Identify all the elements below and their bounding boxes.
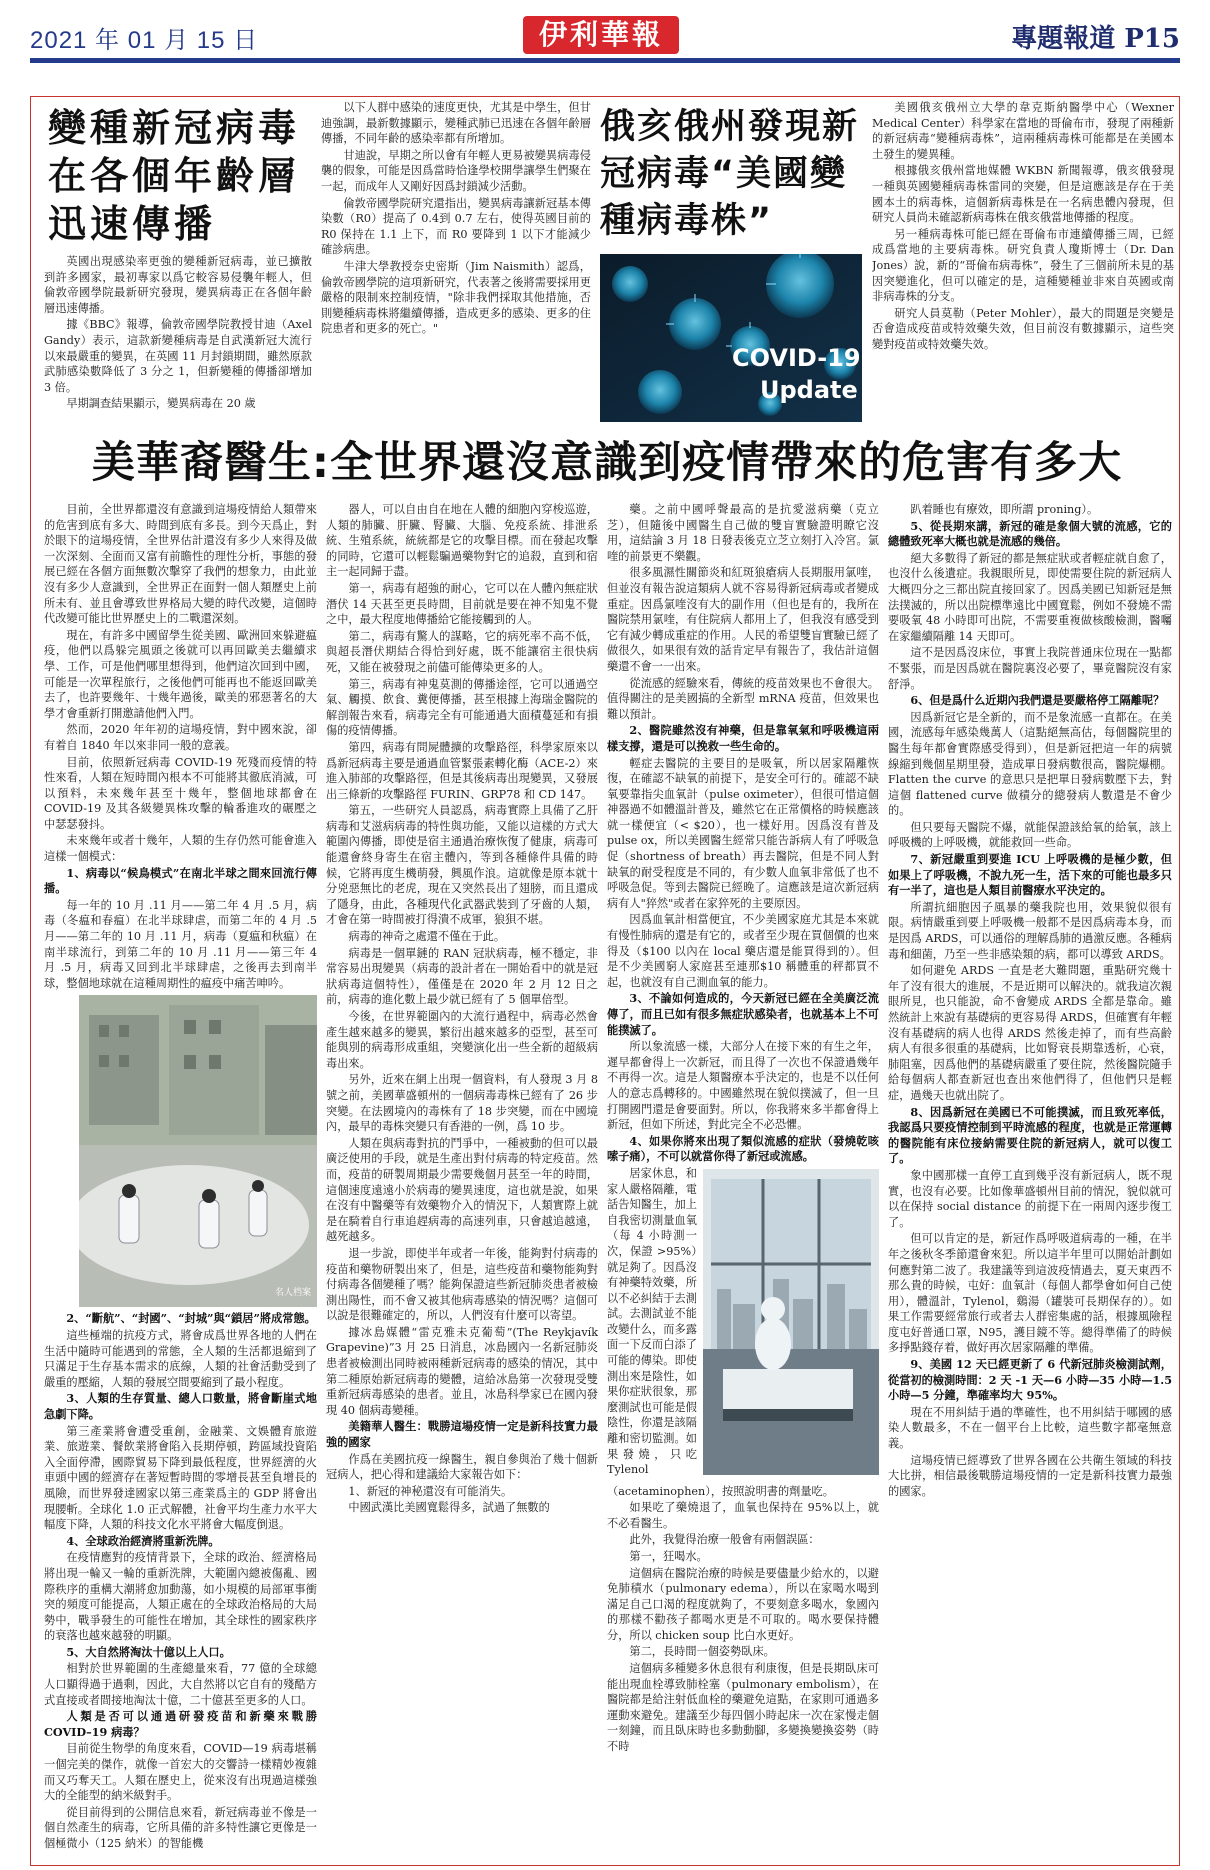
paragraph: 倫敦帝國學院研究還指出，變異病毒讓新冠基本傳染數（R0）提高了 0.4到 0.7 左右，使得英國目前的 R0 保持在 1.1 上下，而 R0 要降到 1 以下才能減少確診病患。	[321, 196, 591, 257]
feature-banner-headline: 美華裔醫生:全世界還沒意識到疫情帶來的危害有多大	[91, 438, 1123, 488]
paragraph: 因爲血氧計相當便宜，不少美國家庭尤其是本來就有慢性肺病的還是有它的，或者至少現在買個價的也來得及（$100 以內在 local 藥店還是能買得到的）。但是不少美國窮人家庭甚至連那$10 稱體重的秤都買不起，也就沒有自己測血氧的能力。	[607, 913, 879, 989]
paragraph: 早期調查結果顯示，變異病毒在 20 歲	[66, 397, 256, 411]
hospital-photo	[703, 1169, 879, 1480]
story-a-column-1	[44, 254, 312, 422]
paragraph: 病毒是一個單鏈的 RAN 冠狀病毒，極不穩定，非常容易出現變異（病毒的設計者在一開始看中的就是冠狀病毒這個特性），僅僅是在 2020 年 2 月 12 日之前，病毒的進化數上最少就已經有了 5 個單倍型。	[326, 946, 598, 1007]
paragraph: 每一年的 10 月 .11 月——第二年 4 月 .5 月，病毒（冬瘟和春瘟）在北半球肆虐，而第二年的 4 月 .5 月——第二年的 10 月 .11 月，病毒（夏瘟和秋瘟）在南半球流行，到第二年的 10 月 .11 月——第三年 4 月 .5 月，病毒又回到北半球肆虐，之後再去到南半球，整個地球就在這種周期性的瘟疫中痛苦呻吟。	[44, 898, 317, 990]
paragraph: 英國出現感染率更強的變種新冠病毒，並已擴散到許多國家，最初專家以爲它較容易侵襲年輕人，但倫敦帝國學院最新研究發現，變異病毒正在各個年齡層迅速傳播。	[44, 255, 312, 315]
story-a-column-2	[321, 100, 591, 422]
paragraph: 今後，在世界範圍內的大流行過程中，病毒必然會產生越來越多的變異，繁衍出越來越多的亞型，甚至可能與別的病毒形成重組，突變演化出一些全新的超級病毒出來。	[326, 1010, 598, 1070]
paragraph: 然而，2020 年年初的這場疫情，對中國來說，卻有着自 1840 年以來非同一般的意義。	[44, 723, 317, 752]
paragraph: 1、新冠的神秘還沒有可能消失。	[348, 1484, 513, 1498]
paragraph: 據冰島媒體“雷克雅未克葡萄”(The Reykjavík Grapevine)”3 月 25 日消息，冰島國內一名新冠肺炎患者被檢測出同時被兩種新冠病毒的感染的情况，其中第二種原始新冠病毒的變體，這給冰島第一次發現受雙重新冠病毒感染的患者。並且，冰島科學家已在國內發現 40 個病毒變種。	[326, 1325, 598, 1417]
subheading: 1、病毒以“候鳥模式”在南北半球之間來回流行傳播。	[44, 865, 317, 896]
paragraph: 輕症去醫院的主要目的是吸氧，所以居家隔離恢復，在確認不缺氧的前提下，是安全可行的。確認不缺氧要靠指尖血氧計（pulse oximeter），但很可惜這個神器過不如體溫計普及，雖然它在正常價格的時候應該就一樣便宜（< $20），也一樣好用。因爲沒有普及 pulse ox，所以美國醫生經常只能告訴病人有了呼吸急促（shortness of breath）再去醫院，但是不同人對缺氧的耐受程度是不同的，有少數人血氧非常低了也不呼吸急促。等到去醫院已經晚了。這應該是這次新冠病病有人"猝然"或者在家猝死的主要原因。	[607, 756, 879, 910]
paragraph: 絕大多數得了新冠的都是無症狀或者輕症就自愈了，也沒什么後遺症。我親眼所見，即使需要住院的新冠病人大概四分之三都出院直接回家了。因爲美國已知新冠是無法撲滅的，所以出院標準遠比中國寬鬆，例如不發燒不需要吸氧 48 小時即可出院，不需要重複做核酸檢測，醫囑在家繼續隔離 14 天即可。	[888, 551, 1172, 643]
story-b-headline: 俄亥俄州發現新冠病毒“美國變種病毒株”	[600, 107, 860, 241]
paragraph: 器人，可以自由自在地在人體的細胞內穿梭巡遊，人類的肺臟、肝臟、腎臟、大腦、免疫系統、排泄系統、生殖系統，統統都是它的攻擊目標。而在發起攻擊的同時，它還可以輕鬆騙過藥物對它的追殺，直到和宿主一起同歸于盡。	[326, 503, 598, 579]
subheading: 3、人類的生存質量、總人口數量，將會斷崖式地急劇下降。	[44, 1391, 317, 1421]
paragraph: 第一，狂喝水。	[629, 1549, 708, 1563]
paragraph: 這個病在醫院治療的時候是要儘量少給水的，以避免肺積水（pulmonary edema），所以在家喝水喝到滿足自己口渴的程度就夠了，不要刻意多喝水，象國內的那樣不勸孩子都喝水更是不可取的。喝水要保持體分，所以 chicken soup 比白水更好。	[607, 1566, 879, 1642]
paragraph: 如果吃了藥燒退了，血氧也保持在 95%以上，就不必看醫生。	[607, 1501, 879, 1530]
feature-column-1	[44, 502, 317, 1858]
paragraph: 未來幾年或者十幾年，人類的生存仍然可能會進入這樣一個模式：	[44, 834, 317, 864]
paragraph: 象中國那樣一直停工直到幾乎沒有新冠病人，既不現實，也沒有必要。比如像華盛頓州目前的情況，貌似就可以在保持 social distance 的前提下在一兩周內逐步復工了。	[888, 1168, 1172, 1229]
paragraph: 但可以肯定的是，新冠作爲呼吸道病毒的一種，在半年之後秋冬季節還會來犯。所以這半年里可以開始計劃如何應對第二波了。我建議等到這波疫情過去，夏天東西不那么貴的時候，屯好：血氧計（每個人都學會如何自己使用），體溫計，Tylenol，鷄湯（罐裝可長期保存的）。如果工作需要經常旅行或者去人群密集處的話，根據風險程度屯好普通口罩，N95，護目鏡不等。總得準備了的時候多掙點錢存着，做好再次居家隔離的準備。	[888, 1232, 1172, 1355]
paragraph: 第二，長時間一個姿勢臥床。	[629, 1645, 775, 1659]
hospital-window-photo	[703, 1169, 879, 1475]
feature-column-2	[326, 502, 598, 1858]
paragraph: 中國武漢比美國寬鬆得多，試過了無數的	[348, 1501, 550, 1515]
paragraph: 目前從生物學的角度來看，COVID—19 病毒堪稱一個完美的傑作，就像一首宏大的交響詩一樣精妙複雜而又巧奪天工。人類在歷史上，從來沒有出現過這樣強大的全能型的納米級對手。	[44, 1742, 317, 1803]
subheading: 9、美國 12 天已經更新了 6 代新冠肺炎檢測試劑，從當初的檢測時間：2 天 -1 天—6 小時—35 小時—1.5 小時—5 分鐘，準確率均大 95%。	[888, 1357, 1172, 1403]
subheading: 4、全球政治經濟將重新洗牌。	[66, 1533, 220, 1548]
newspaper-logo: 伊利華報	[523, 16, 679, 54]
paragraph: 第三，病毒有神鬼莫測的傳播途徑，它可以通過空氣、觸摸、飲食、糞便傳播，甚至根據上海瑞金醫院的解剖報告來看，病毒完全有可能通過大面積蔓延和有損傷的疫情傳播。	[326, 677, 598, 738]
subheading: 美籍華人醫生：戰勝這場疫情一定是新科技實力最強的國家	[326, 1419, 598, 1450]
paragraph: 現在，有許多中國留學生從美國、歐洲回來躲避瘟疫，他們以爲躲完風頭之後就可以再回歐美去繼續求學、工作，可是他們哪里想得到，他們這次回到中國，可能是一次單程旅行，之後他們可能再也不能返回歐美去了，也許要幾年、十幾年過後，歐美的邪惡著名的大學才會重新打開邀請他們入門。	[44, 628, 317, 720]
covid-update-image	[600, 254, 862, 422]
feature-column-3	[607, 502, 879, 1858]
paragraph: 這不是因爲沒床位，事實上我院普通床位現在一點都不緊張，而是因爲就在醫院裏沒必要了，畢竟醫院沒有家舒淨。	[888, 646, 1172, 691]
subheading: 人類是否可以通過研發疫苗和新藥來戰勝 COVID–19 病毒？	[44, 1709, 317, 1739]
photo-caption: 名人档案	[274, 1287, 311, 1298]
paragraph: 根據俄亥俄州當地媒體 WKBN 新聞報導，俄亥俄發現一種與英國變種病毒株雷同的突變，但是這應該是存在于美國本土的病毒株，這個新病毒株是在一名病患體內發現，但研究人員尚未確認新病毒株在俄亥俄當地傳播的程度。	[872, 164, 1174, 225]
paragraph: 牛津大學教授奈史密斯（Jim Naismith）認爲，倫敦帝國學院的這項新研究，代表著之後將需要採用更嚴格的限制來控制疫情，"除非我們採取其他措施，否則變種病毒株將繼續傳播，造成更多的感染、更多的住院患者和更多的死亡。"	[321, 259, 591, 336]
paragraph: 第一，病毒有超強的耐心，它可以在人體內無症狀潛伏 14 天甚至更長時間，目前就是要在神不知鬼不覺之中，最大程度地傳播給它能接觸到的人。	[326, 581, 598, 627]
story-b-body	[872, 100, 1174, 422]
paragraph: 目前，全世界都還沒有意識到這場疫情給人類帶來的危害到底有多大、時間到底有多長。到今天爲止，對於眼下的這場疫情，全世界估計還沒有多少人來得及做一次深刻、全面而又富有前瞻性的理性分析，事態的發展已經在各個方面無數次擊穿了我們的想象力，由此並沒有多少人意識到，全世界正在面對一個人類歷史上前所未有、並且會導致世界格局大變的時代改變，這個時代改變可能比世界歷史上的二戰還深刻。	[44, 503, 317, 626]
feature-column-4	[888, 502, 1172, 1858]
disinfection-photo	[79, 995, 317, 1307]
paragraph: 這場疫情已經導致了世界各國在公共衛生領域的科技大比拼，相信最後戰勝這場疫情的一定是新科技實力最強的國家。	[888, 1453, 1172, 1498]
paragraph: 但只要每天醫院不爆，就能保證該給氧的給氧，該上呼吸機的上呼吸機，就能救回一些命。	[888, 820, 1172, 850]
paragraph: 據《BBC》報導，倫敦帝國學院教授甘迪（Axel Gandy）表示，這款新變種病毒是自武漢新冠大流行以來最嚴重的變異，在英國 11 月封鎖期間，雖然原款武肺感染數降低了 3 分之 1，但新變種的傳播卻增加 3 倍。	[44, 318, 312, 394]
masthead-rule	[30, 58, 1180, 63]
image-label-update: Update	[760, 376, 858, 404]
paragraph: 研究人員莫勒（Peter Mohler），最大的問題是突變是否會造成疫苗或特效藥失效，但目前沒有數據顯示，這些突變對疫苗或特效藥失效。	[872, 306, 1174, 351]
subheading: 7、新冠嚴重到要進 ICU 上呼吸機的是極少數，但如果上了呼吸機，不說九死一生，活下來的可能也最多只有一半了，這也是人類目前醫療水平決定的。	[888, 852, 1172, 898]
paragraph: 這個病多種變多休息很有利康復，但是長期臥床可能出現血栓導致肺栓塞（pulmonary embolism），在醫院都是給注射低血栓的藥避免這點，在家則可通過多運動來避免。建議至少每四個小時起床一次在家慢走個一刻鐘，而且臥床時也多動動腳，多變換變換姿勢（時不時	[607, 1662, 879, 1754]
paragraph: 退一步說，即使半年或者一年後，能夠對付病毒的疫苗和藥物研製出來了，但是，這些疫苗和藥物能夠對付病毒各個變種了嗎？能夠保證這些新冠肺炎患者被檢測出陽性，而不會又被其他病毒感染的情況嗎？這個可以說是很難確定的，所以，人們沒有什麼可以寄望。	[326, 1246, 598, 1323]
subheading: 8、因爲新冠在美國已不可能撲滅，而且致死率低，我認爲只要疫情控制到平時流感的程度，也就是正常運轉的醫院能有床位接納需要住院的新冠病人，就可以復工了。	[888, 1104, 1172, 1166]
paragraph: 這些極端的抗疫方式，將會成爲世界各地的人們在生活中隨時可能遇到的常態，全人類的生活都退縮到了只滿足于生存基本需求的底線，人類的社會活動受到了嚴重的壓縮，人類的發展空間要縮到了最小程度。	[44, 1329, 317, 1389]
paragraph: 趴着睡也有療效，即所謂 proning）。	[910, 503, 1099, 516]
paragraph: 甘迪說，早期之所以會有年輕人更易被變異病毒侵襲的假象，可能是因爲當時恰逢學校開學讓學生們聚在一起，而成年人又剛好因爲封鎖減少活動。	[321, 148, 591, 193]
disinfection-workers-photo	[79, 995, 317, 1307]
paragraph: 目前，依照新冠病毒 COVID-19 死殘而疫情的特性來看，人類在短時間內根本不可能將其徹底消滅，可以預料，未來幾年甚至十幾年，整個地球都會在 COVID-19 及其各級變異株攻擊的輪番進攻的碾壓之中瑟瑟發抖。	[44, 755, 317, 831]
paragraph: 以下人群中感染的速度更快，尤其是中學生，但甘迪強調，最新數據顯示，變種武肺已迅速在各個年齡層傳播，不同年齡的感染率都有所增加。	[321, 101, 591, 146]
paragraph: 此外，我覺得治療一般會有兩個誤區：	[629, 1533, 820, 1547]
section-title: 專題報道 P15	[1011, 24, 1180, 54]
issue-date: 2021 年 01 月 15 日	[30, 27, 259, 54]
paragraph: 從目前得到的公開信息來看，新冠病毒並不像是一個自然產生的病毒，它所具備的許多特性讓它更像是一個極微小（125 納米）的智能機	[44, 1805, 317, 1850]
virus-illustration	[600, 254, 862, 422]
paragraph: 所謂抗細胞因子風暴的藥我院也用，效果貌似很有限。病情嚴重到要上呼吸機一般都不是因爲病毒本身，而是因爲 ARDS，可以通俗的理解爲肺的過激反應。各種病毒和細菌，乃至一些非感染類的病，都可以導致 ARDS。	[888, 900, 1172, 961]
paragraph: 第三產業將會遭受重創，金融業、文娛體育旅遊業、旅遊業、餐飲業將會陷入長期停頓，跨區域投資陷入全面停滯，國際貿易下降到最低程度，世界經濟的火車頭中國的經濟存在著短暫時間的零增長甚至負增長的風險，而世界發達國家以第三產業爲主的 GDP 將會出現腰斬。全球化 1.0 正式解體，社會平均生產力水平大幅度下降，人類的科技文化水平將會大幅度倒退。	[44, 1424, 317, 1532]
subheading: 6、但是爲什么近期內我們還是要嚴格停工隔離呢？	[910, 693, 1165, 708]
subheading: 2、“斷航”、“封國”、“封城”與“鎖居”將成常態。	[66, 1311, 316, 1326]
paragraph: 相對於世界範圍的生產總量來看，77 億的全球總人口顯得過于過剩，因此，大自然將以它自有的殘酷方式直接或者間接地淘汰十億，二十億甚至更多的人口。	[44, 1662, 317, 1707]
subheading: 2、醫院雖然沒有神藥，但是靠氧氣和呼吸機這兩樣支撐，還是可以挽救一些生命的。	[607, 723, 879, 753]
paragraph: 從流感的經驗來看，傳統的疫苗效果也不會很大。值得關注的是美國搞的全新型 mRNA 疫苗，但效果也難以預計。	[607, 676, 879, 721]
paragraph: 藥。之前中國呼聲最高的是抗愛滋病藥（克立芝），但隨後中國醫生自己做的雙盲實驗證明瞭它沒用，這結論 3 月 18 日發表後克立芝立刻打入冷宮。氯喹的前景更不樂觀。	[607, 503, 879, 563]
image-label-covid: COVID-19	[732, 344, 861, 372]
paragraph: 如何避免 ARDS 一直是老大難問題，重點研究幾十年了沒有很大的進展，不是近期可以解決的。就我這次親眼所見，也只能說，命不會變成 ARDS 全都是靠命。雖然統計上來說有基礎病的更容易得 ARDS，但確實有年輕沒有基礎病的病人也得 ARDS 然後走掉了，而有些高齡病人有很多很重的基礎病，比如腎衰長期靠透析，心衰，肺阻塞，因爲他們的基礎病嚴重了要住院，然後醫院隨手給每個病人都查新冠也查出來他們得了，但他們只是輕症，過幾天也就出院了。	[888, 964, 1172, 1102]
paragraph: 病毒的神奇之處還不僅在于此。	[348, 930, 506, 944]
paragraph: 在疫情應對的疫情背景下，全球的政治、經濟格局將出現一輪又一輪的重新洗牌，大範圍內總被傷亂、國際秩序的重構大潮將愈加動蕩，如小規模的局部軍事衝突的頻度可能提高，人類正處在的全球政治格局的大局勢中，戰爭發生的可能性在增加，其全球性的國家秩序的衰落也越來越發的明顯。	[44, 1551, 317, 1643]
paragraph: 另一種病毒株可能已經在哥倫布市連續傳播三周，已經成爲當地的主要病毒株。研究負責人瓊斯博士（Dr. Dan Jones）說，新的“哥倫布病毒株”，發生了三個前所未見的基因突變進化，但可以確定的是，這種變種並非來自英國或南非病毒株的分支。	[872, 227, 1174, 304]
paragraph: 所以象流感一樣，大部分人在接下來的有生之年，遲早都會得上一次新冠，而且得了一次也不保證過幾年不再得一次。這是人類醫療本乎決定的，也是不以任何人的意志爲轉移的。中國雖然現在貌似撲滅了，但一旦打開國門還是會要面對。所以，你我將來多半都會得上新冠，但如下所述，對此完全不必恐懼。	[607, 1040, 879, 1132]
story-a-headline: 變種新冠病毒在各個年齡層迅速傳播	[48, 106, 301, 246]
paragraph: 居家休息，和家人嚴格隔離，電話告知醫生，加上自我密切測量血氧（每 4 小時測一次，保證 >95%）就足夠了。因爲沒有神藥特效藥，所以不必糾結于去測試。去測試並不能改變什么，而多露面一下反而白添了可能的傳染。即使測出來是陰性，如果你症狀很象，那麼測試也可能是假陰性，你還是該隔離和密切監測。如果發燒，只吃 Tylenol（acetaminophen），按照說明書的劑量吃。	[607, 1166, 834, 1498]
subheading: 5、大自然將淘汰十億以上人口。	[66, 1644, 231, 1659]
paragraph: 因爲新冠它是全新的，而不是象流感一直都在。在美國，流感每年感染幾萬人（這點絕無高估，每個醫院里的醫生每年都會實際感受得到），但是新冠把這一年的病號線縮到幾個星期里發，造成單日發病數很高，醫院爆棚。Flatten the curve 的意思只是把單日發病數壓下去，對這個 flattened curve 做積分的總發病人數還是不會少的。	[888, 710, 1172, 818]
subheading: 5、從長期來講，新冠的確是象個大號的流感，它的總體致死率大概也就是流感的幾倍。	[888, 518, 1172, 549]
paragraph: 美國俄亥俄州立大學的韋克斯納醫學中心（Wexner Medical Center）科學家在當地的哥倫布市，發現了兩種新的新冠病毒“變種病毒株”，這兩種病毒株可能都是在美國本土發生的變異種。	[872, 101, 1174, 161]
paragraph: 第二，病毒有驚人的謀略，它的病死率不高不低，與超長潛伏期結合得恰到好處，既不能讓宿主很快病死，又能在被發現之前儘可能傳染更多的人。	[326, 629, 598, 674]
paragraph: 另外，近來在網上出現一個資料，有人發現 3 月 8 號之前，美國華盛頓州的一個病毒毒株已經有了 26 步突變。在法國境內的毒株有了 18 步突變，而在中國境內，最早的毒株突變只有香港的一例，爲 10 步。	[326, 1073, 598, 1134]
subheading: 4、如果你將來出現了類似流感的症狀（發燒乾咳嗦子痛），不可以就當你得了新冠或流感。	[607, 1133, 879, 1164]
paragraph: 很多風濕性關節炎和紅斑狼瘡病人長期服用氯喹，但並沒有報告說這類病人就不容易得新冠病毒或者變成重症。因爲氯喹沒有大的副作用（但也是有的，我所在醫院禁用氯喹，有住院病人都用上了，但我沒有感受到它有減少轉成重症的作用。人民的希望雙盲實驗已經了做很久，如果很有效的話肯定早有報告了，我估計這個藥還不會一一出來。	[607, 566, 879, 673]
paragraph: 作爲在美國抗疫一線醫生，親自參與治了幾十個新冠病人，把心得和建議給大家報告如下：	[326, 1452, 598, 1482]
paragraph: 人類在與病毒對抗的鬥爭中，一種被動的但可以最廣泛使用的手段，就是生產出對付病毒的特定疫苗。然而，疫苗的研製周期最少需要幾個月甚至一年的時間，這個速度遠遠小於病毒的變異速度，這也就是說，如果在沒有中醫藥等有效藥物介入的情況下，人類實際上就是在騎着自行車追趕病毒的高速列車，只會越追越遠，越死越多。	[326, 1136, 598, 1244]
paragraph: 現在不用糾結于過的準確性，也不用糾結于哪國的感染人數最多，不在一個平台上比較，這些數字都毫無意義。	[888, 1405, 1172, 1451]
masthead	[30, 16, 1180, 54]
subheading: 3、不論如何造成的，今天新冠已經在全美廣泛流傳了，而且已如有很多無症狀感染者，也就基本上不可能撲滅了。	[607, 991, 879, 1037]
paragraph: 第五，一些研究人員認爲，病毒實際上具備了乙肝病毒和艾滋病病毒的特性與功能，又能以這樣的方式大範圍內傳播，即使是宿主通過治療恢復了健康，病毒可能還會終身寄生在宿主體內，等到各種條件具備的時候，它將再度生機萌發，興風作浪。這就像是原本就十分兇惡無比的老虎，現在又突然長出了翅膀，而且還成了隱身，由此，各種現代化武器武裝到了牙齒的人類，才會在第一時間被打得潰不成軍，狼狽不堪。	[326, 804, 598, 927]
paragraph: 第四，病毒有問屍體擴的攻擊路徑，科學家原來以爲新冠病毒主要是通過血管緊張素轉化酶（ACE-2）來進入肺部的攻擊路徑，但是其後病毒出現變異，又發展出三條新的攻擊路徑 FURIN、GRP78 和 CD 147。	[326, 740, 598, 801]
